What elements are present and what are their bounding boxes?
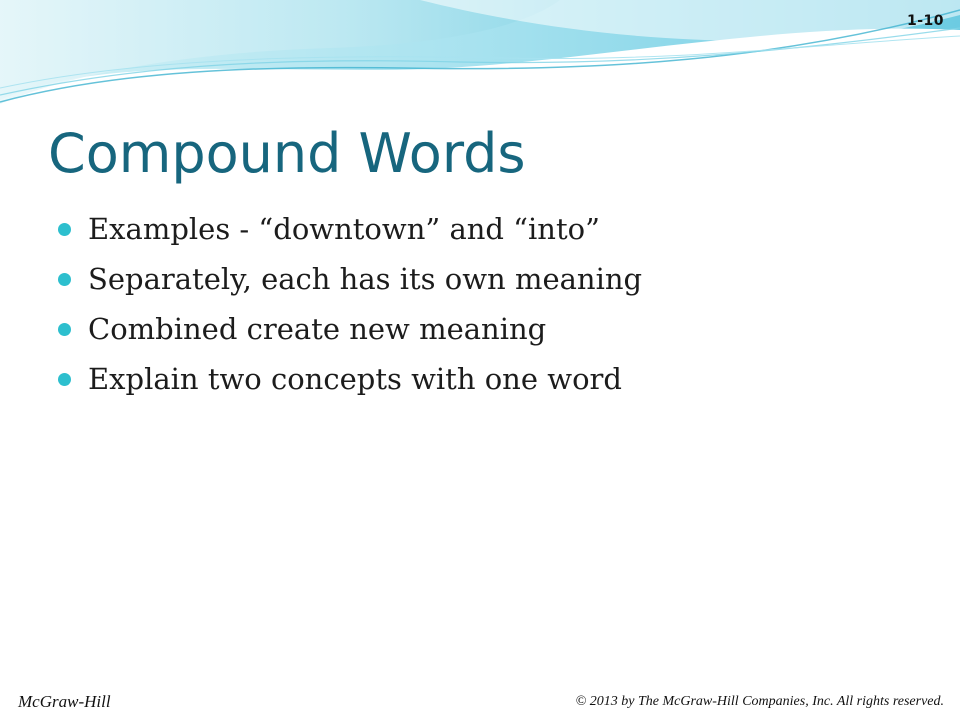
slide-number: 1-10: [906, 13, 944, 29]
bullet-dot-icon: [58, 373, 71, 386]
bullet-list: [58, 206, 642, 406]
bullet-item: [58, 306, 642, 356]
bullet-dot-icon: [58, 223, 71, 236]
bullet-text: Combined create new meaning: [88, 312, 547, 346]
bullet-item: [58, 356, 642, 406]
footer-publisher: McGraw-Hill: [18, 692, 111, 711]
bullet-text: Explain two concepts with one word: [88, 362, 622, 396]
bullet-dot-icon: [58, 273, 71, 286]
bullet-text: Examples - “downtown” and “into”: [88, 212, 600, 246]
footer-copyright: © 2013 by The McGraw-Hill Companies, Inc. All rights reserved.: [575, 694, 944, 709]
slide-title: Compound Words: [48, 122, 526, 185]
bullet-text: Separately, each has its own meaning: [88, 262, 643, 296]
bullet-dot-icon: [58, 323, 71, 336]
bullet-item: [58, 256, 642, 306]
bullet-item: [58, 206, 642, 256]
header-wave-decoration: [0, 0, 960, 120]
